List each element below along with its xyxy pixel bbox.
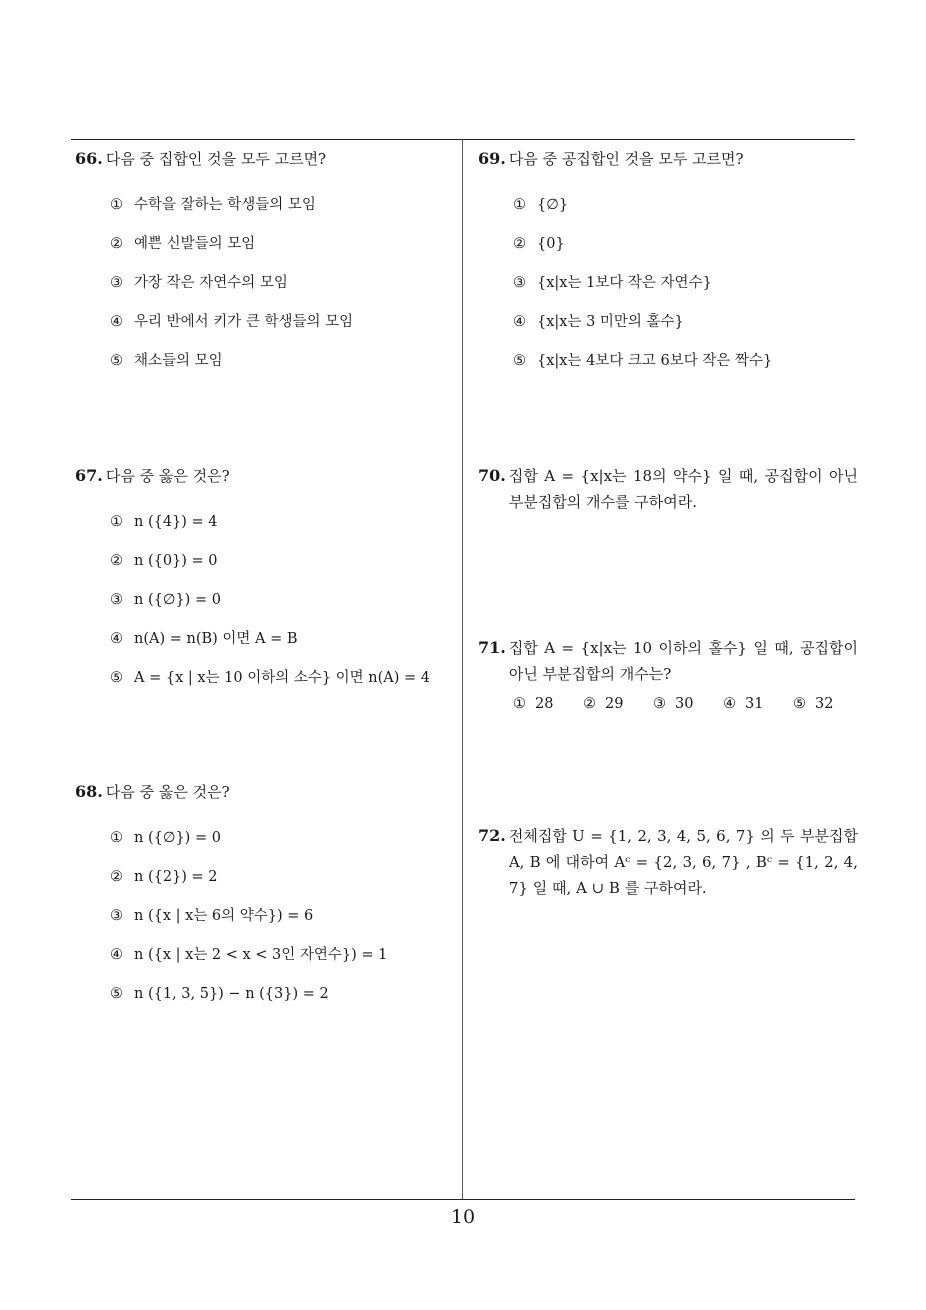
option-marker: ③ bbox=[110, 275, 123, 291]
option-text: 30 bbox=[675, 696, 694, 712]
option-marker: ② bbox=[583, 696, 596, 712]
option-4[interactable] bbox=[110, 942, 387, 981]
question-66 bbox=[75, 146, 455, 369]
option-marker: ④ bbox=[110, 314, 123, 330]
option-text: 28 bbox=[535, 696, 554, 712]
option-text: 채소들의 모임 bbox=[134, 353, 223, 369]
page-number: 10 bbox=[450, 1206, 476, 1228]
question-number: 68. bbox=[75, 782, 103, 801]
option-4[interactable] bbox=[513, 309, 772, 348]
option-text: n ({∅}) = 0 bbox=[134, 592, 221, 608]
question-text: 집합 A = {x|x는 18의 약수} 일 때, 공집합이 아닌 부분집합의 개수를 구하여라. bbox=[508, 467, 858, 511]
option-5[interactable] bbox=[110, 981, 387, 1020]
option-list bbox=[110, 509, 430, 704]
option-5[interactable] bbox=[513, 348, 772, 387]
question-text: 다음 중 옳은 것은? bbox=[105, 467, 230, 485]
option-marker: ⑤ bbox=[110, 353, 123, 369]
option-1[interactable] bbox=[110, 825, 387, 864]
option-2[interactable] bbox=[110, 548, 430, 587]
option-marker: ⑤ bbox=[110, 670, 123, 686]
option-3[interactable] bbox=[513, 270, 772, 309]
option-marker: ② bbox=[110, 869, 123, 885]
option-3[interactable] bbox=[110, 587, 430, 626]
option-5[interactable] bbox=[110, 348, 353, 387]
option-marker: ② bbox=[110, 553, 123, 569]
option-text: {∅} bbox=[537, 197, 569, 213]
option-text: 예쁜 신발들의 모임 bbox=[134, 236, 256, 252]
option-text: n ({x | x는 6의 약수}) = 6 bbox=[134, 908, 314, 924]
option-marker: ① bbox=[110, 830, 123, 846]
option-2[interactable] bbox=[110, 864, 387, 903]
question-text: 다음 중 집합인 것을 모두 고르면? bbox=[105, 150, 327, 168]
option-marker: ③ bbox=[653, 696, 666, 712]
option-text: n ({2}) = 2 bbox=[134, 869, 218, 885]
option-marker: ③ bbox=[110, 908, 123, 924]
question-68 bbox=[75, 779, 455, 1002]
question-text: 다음 중 옳은 것은? bbox=[105, 783, 230, 801]
option-text: 29 bbox=[605, 696, 624, 712]
option-text: {x|x는 3 미만의 홀수} bbox=[537, 314, 684, 330]
question-72 bbox=[478, 823, 858, 901]
option-1[interactable] bbox=[513, 696, 583, 712]
question-number: 69. bbox=[478, 149, 506, 168]
option-3[interactable] bbox=[110, 270, 353, 309]
question-69 bbox=[478, 146, 858, 369]
option-marker: ④ bbox=[110, 631, 123, 647]
option-1[interactable] bbox=[513, 192, 772, 231]
question-number: 70. bbox=[478, 466, 506, 485]
option-text: {x|x는 4보다 크고 6보다 작은 짝수} bbox=[537, 353, 773, 369]
option-4[interactable] bbox=[110, 626, 430, 665]
option-4[interactable] bbox=[110, 309, 353, 348]
option-text: 가장 작은 자연수의 모임 bbox=[134, 275, 288, 291]
option-marker: ④ bbox=[723, 696, 736, 712]
option-marker: ③ bbox=[110, 592, 123, 608]
option-marker: ① bbox=[513, 696, 526, 712]
option-text: 수학을 잘하는 학생들의 모임 bbox=[134, 197, 316, 213]
option-marker: ① bbox=[110, 197, 123, 213]
question-number: 66. bbox=[75, 149, 103, 168]
option-text: A = {x | x는 10 이하의 소수} 이면 n(A) = 4 bbox=[134, 670, 431, 686]
option-1[interactable] bbox=[110, 192, 353, 231]
column-divider bbox=[462, 139, 463, 1199]
option-text: 32 bbox=[815, 696, 834, 712]
question-text: 전체집합 U = {1, 2, 3, 4, 5, 6, 7} 의 두 부분집합 A, B 에 대하여 Aᶜ = {2, 3, 6, 7} , Bᶜ = {1, 2, 4, 7} 일 때, A ∪ B 를 구하여라. bbox=[508, 827, 858, 897]
top-rule bbox=[71, 139, 855, 140]
option-marker: ② bbox=[110, 236, 123, 252]
question-number: 71. bbox=[478, 638, 506, 657]
option-marker: ⑤ bbox=[110, 986, 123, 1002]
option-marker: ① bbox=[513, 197, 526, 213]
question-number: 67. bbox=[75, 466, 103, 485]
option-list bbox=[513, 192, 772, 387]
option-row bbox=[513, 696, 863, 712]
option-text: {0} bbox=[537, 236, 565, 252]
option-marker: ⑤ bbox=[513, 353, 526, 369]
question-text: 다음 중 공집합인 것을 모두 고르면? bbox=[508, 150, 744, 168]
option-text: n ({1, 3, 5}) − n ({3}) = 2 bbox=[134, 986, 329, 1002]
option-text: n ({x | x는 2 < x < 3인 자연수}) = 1 bbox=[134, 947, 388, 963]
option-marker: ③ bbox=[513, 275, 526, 291]
option-1[interactable] bbox=[110, 509, 430, 548]
option-3[interactable] bbox=[110, 903, 387, 942]
option-marker: ⑤ bbox=[793, 696, 806, 712]
option-marker: ② bbox=[513, 236, 526, 252]
option-marker: ④ bbox=[110, 947, 123, 963]
option-list bbox=[110, 825, 387, 1020]
option-2[interactable] bbox=[513, 231, 772, 270]
option-5[interactable] bbox=[793, 696, 863, 712]
question-number: 72. bbox=[478, 826, 506, 845]
option-text: 우리 반에서 키가 큰 학생들의 모임 bbox=[134, 314, 354, 330]
option-marker: ① bbox=[110, 514, 123, 530]
option-2[interactable] bbox=[583, 696, 653, 712]
option-3[interactable] bbox=[653, 696, 723, 712]
option-text: n ({0}) = 0 bbox=[134, 553, 218, 569]
option-5[interactable] bbox=[110, 665, 430, 704]
option-text: 31 bbox=[745, 696, 764, 712]
option-list bbox=[110, 192, 353, 387]
question-text: 집합 A = {x|x는 10 이하의 홀수} 일 때, 공집합이 아닌 부분집합의 개수는? bbox=[508, 639, 858, 683]
option-text: n ({∅}) = 0 bbox=[134, 830, 221, 846]
option-text: {x|x는 1보다 작은 자연수} bbox=[537, 275, 712, 291]
option-marker: ④ bbox=[513, 314, 526, 330]
question-71 bbox=[478, 635, 858, 712]
bottom-rule bbox=[71, 1199, 855, 1200]
option-4[interactable] bbox=[723, 696, 793, 712]
option-text: n(A) = n(B) 이면 A = B bbox=[134, 631, 298, 647]
question-67 bbox=[75, 463, 455, 686]
question-70 bbox=[478, 463, 858, 515]
option-text: n ({4}) = 4 bbox=[134, 514, 218, 530]
option-2[interactable] bbox=[110, 231, 353, 270]
